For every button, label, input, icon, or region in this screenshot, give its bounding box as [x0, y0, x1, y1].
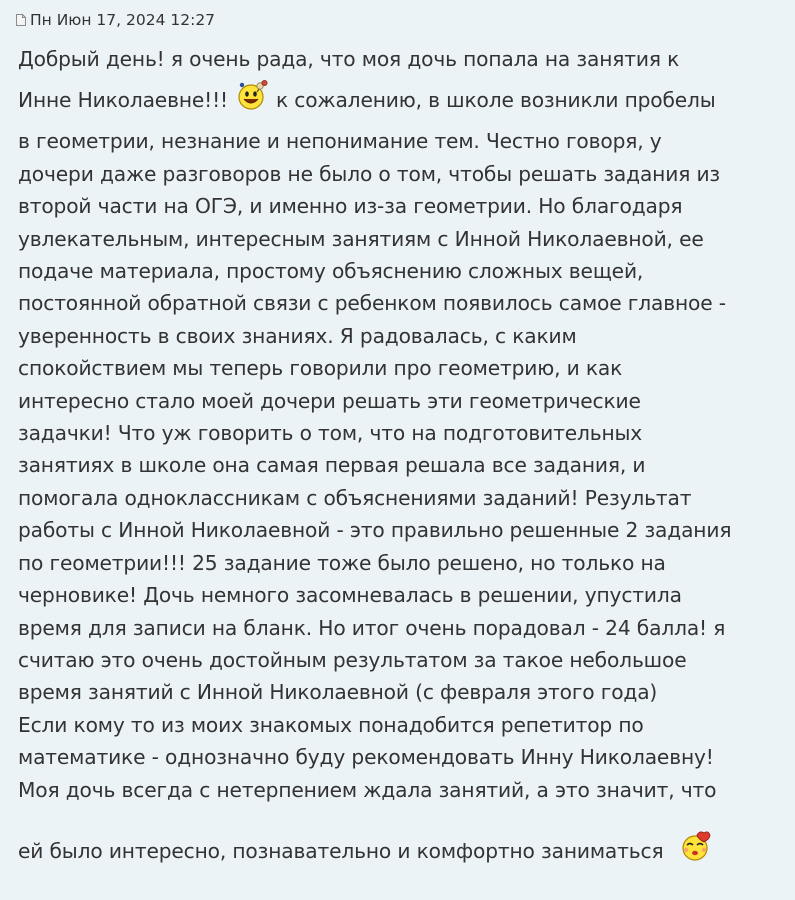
- post-line: задачки! Что уж говорить о том, что на подготовительных: [18, 421, 643, 446]
- post-line: помогала одноклассникам с объяснениями заданий! Результат: [18, 485, 692, 510]
- post-date: Пн Июн 17, 2024 12:27: [30, 11, 216, 29]
- post-line: черновике! Дочь немного засомневалась в решении, упустила: [18, 583, 682, 608]
- post-line: математике - однозначно буду рекомендовать Инну Николаевну!: [18, 745, 714, 770]
- post-line: второй части на ОГЭ, и именно из-за геометрии. Но благодаря: [18, 194, 683, 219]
- post-header: [16, 6, 781, 34]
- post-line: Добрый день! я очень рада, что моя дочь попала на занятия к: [18, 47, 680, 71]
- post-line-part: к сожалению, в школе возникли пробелы: [275, 88, 716, 113]
- post-page-icon[interactable]: [16, 14, 26, 26]
- post-line: уверенность в своих знаниях. Я радовалась, с каким: [18, 323, 577, 348]
- post-line: увлекательным, интересным занятиям с Инной Николаевной, ее: [18, 226, 704, 251]
- post-line: по геометрии!!! 25 задание тоже было решено, но только на: [18, 550, 666, 575]
- post-line-with-smiley: [18, 806, 781, 868]
- post-line: подаче материала, простому объяснению сложных вещей,: [18, 259, 644, 284]
- post-content: [18, 43, 781, 868]
- post-line: интересно стало моей дочери решать эти геометрические: [18, 388, 641, 413]
- post-line-with-smiley: [18, 75, 781, 125]
- kiss-smiley-icon: [677, 828, 713, 864]
- post-line: постоянной обратной связи с ребенком появилось самое главное -: [18, 291, 726, 316]
- post-line: спокойствием мы теперь говорили про геометрию, и как: [18, 356, 623, 381]
- post-line-part: Инне Николаевне!!!: [18, 88, 228, 113]
- post-line: время занятий с Инной Николаевной (с февраля этого года): [18, 680, 658, 705]
- post-line: дочери даже разговоров не было о том, чтобы решать задания из: [18, 161, 721, 186]
- post-line: считаю это очень достойным результатом за такое небольшое: [18, 647, 687, 672]
- post-line: Если кому то из моих знакомых понадобится репетитор по: [18, 712, 644, 737]
- post-line: работы с Инной Николаевной - это правильно решенные 2 задания: [18, 518, 732, 543]
- post-line: Моя дочь всегда с нетерпением ждала занятий, а это значит, что: [18, 777, 717, 802]
- post-line: в геометрии, незнание и непонимание тем. Честно говоря, у: [18, 129, 662, 154]
- post-line: время для записи на бланк. Но итог очень порадовал - 24 балла! я: [18, 615, 726, 640]
- post-line-part: ей было интересно, познавательно и комфортно заниматься: [18, 838, 664, 863]
- post-line: занятиях в школе она самая первая решала все задания, и: [18, 453, 646, 478]
- happy-dance-smiley-icon: [234, 77, 270, 113]
